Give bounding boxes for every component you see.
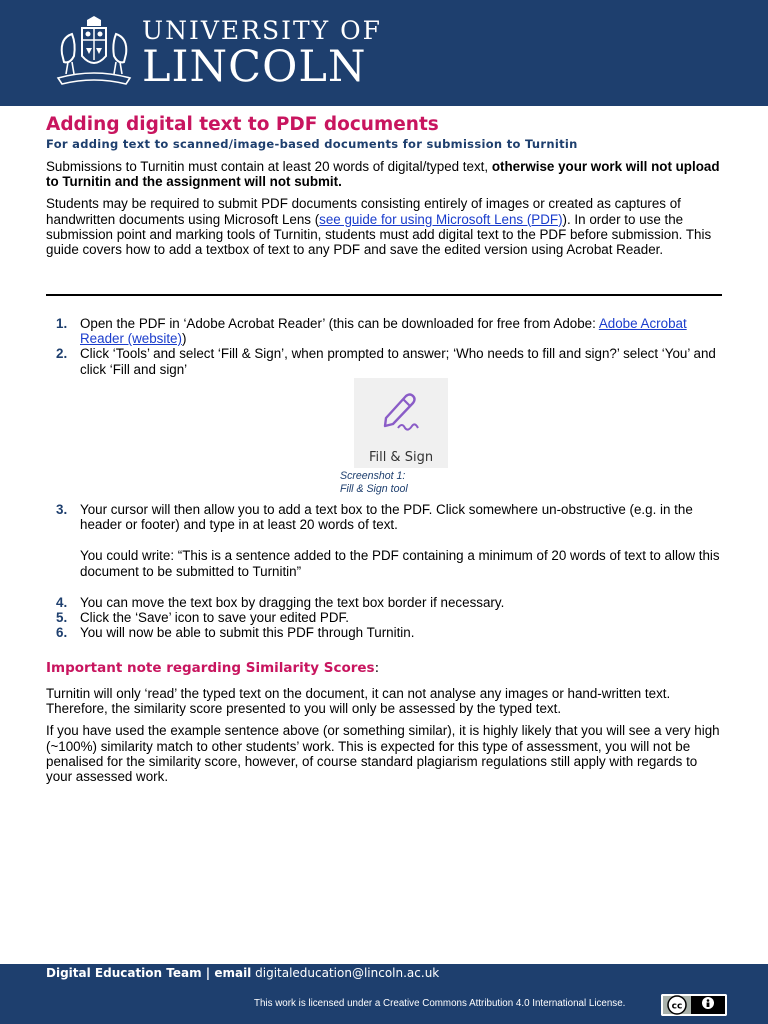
university-crest-icon	[54, 14, 134, 86]
similarity-note-heading	[46, 660, 379, 676]
institution-name-line1: UNIVERSITY OF	[142, 16, 382, 45]
step-number: 6.	[56, 625, 68, 641]
step-number: 2.	[56, 346, 68, 362]
step-6-text: You will now be able to submit this PDF through Turnitin.	[80, 625, 415, 641]
section-divider	[46, 294, 722, 296]
intro-1-text: Submissions to Turnitin must contain at least 20 words of digital/typed text,	[46, 159, 492, 174]
intro-2-text-after: ). In order to use the submission point and marking tools of Turnitin, students must add digital text to the PDF before submission. This guide covers how to add a textbox of text to any PDF and save the edited version using Acrobat Reader.	[46, 211, 712, 258]
screenshot-caption	[340, 470, 460, 496]
similarity-note-body	[46, 686, 722, 791]
step-1-end: )	[181, 331, 187, 347]
caption-line-2: Fill & Sign tool	[340, 483, 408, 495]
fill-and-sign-label: Fill & Sign	[368, 450, 434, 465]
step-3-text: Your cursor will then allow you to add a text box to the PDF. Click somewhere un-obstructive (e.g. in the header or footer) and type in at least 20 words of text.	[80, 502, 693, 533]
step-1	[46, 316, 722, 346]
step-3	[46, 502, 722, 532]
svg-text:cc: cc	[671, 1001, 683, 1012]
fill-and-sign-pen-icon	[376, 388, 422, 432]
fill-and-sign-screenshot	[354, 378, 448, 468]
page-title: Adding digital text to PDF documents	[46, 114, 439, 135]
footer-email: digitaleducation@lincoln.ac.uk	[255, 966, 440, 980]
step-6	[46, 625, 722, 640]
license-text: This work is licensed under a Creative Commons Attribution 4.0 International License.	[254, 998, 626, 1009]
caption-line-1: Screenshot 1:	[340, 470, 406, 482]
footer-team-name: Digital Education Team | email	[46, 966, 252, 980]
adobe-reader-link[interactable]: Adobe Acrobat Reader (website)	[80, 316, 687, 347]
step-2	[46, 346, 722, 376]
steps-list-part3	[46, 595, 722, 641]
step-number: 4.	[56, 595, 68, 610]
step-5-text: Click the ‘Save’ icon to save your edited PDF.	[80, 610, 349, 626]
microsoft-lens-guide-link[interactable]: see guide for using Microsoft Lens (PDF)	[319, 211, 563, 227]
intro-2-text-before: Students may be required to submit PDF documents consisting entirely of images or created as captures of handwritten documents using Microsoft Lens (	[46, 196, 681, 227]
similarity-note-paragraph-2: If you have used the example sentence above (or something similar), it is highly likely that you will see a very high (~100%) similarity match to other students’ work. This is expected for this type of assessment, you will not be penalised for the similarity score, however, of course standard plagiarism regulations still apply with regards to your assessed work.	[46, 723, 720, 785]
footer-contact	[46, 966, 439, 980]
similarity-note-heading-colon: :	[374, 660, 380, 676]
intro-section	[46, 114, 722, 264]
steps-list-part2	[46, 502, 722, 595]
step-2-text: Click ‘Tools’ and select ‘Fill & Sign’, when prompted to answer; ‘Who needs to fill and sign?’ select ‘You’ and click ‘Fill and sign’	[80, 346, 716, 377]
similarity-note-heading-text: Important note regarding Similarity Scores	[46, 660, 375, 676]
page-subtitle: For adding text to scanned/image-based documents for submission to Turnitin	[46, 137, 578, 151]
step-5	[46, 610, 722, 625]
example-sentence: You could write: “This is a sentence added to the PDF containing a minimum of 20 words of text to allow this document to be submitted to Turnitin”	[80, 548, 720, 579]
intro-1-bold-text: otherwise your work will not upload to Turnitin and the assignment will not submit.	[46, 159, 720, 190]
footer-banner	[0, 964, 768, 1024]
step-number: 3.	[56, 502, 68, 517]
step-1-text: Open the PDF in ‘Adobe Acrobat Reader’ (this can be downloaded for free from Adobe:	[80, 316, 599, 331]
institution-name-line2: LINCOLN	[142, 42, 367, 92]
steps-list-part1	[46, 316, 722, 377]
step-4-text: You can move the text box by dragging the text box border if necessary.	[80, 595, 505, 610]
step-4	[46, 595, 722, 610]
header-banner	[0, 0, 768, 106]
creative-commons-by-icon[interactable]	[661, 994, 727, 1016]
intro-paragraph-2	[46, 196, 722, 257]
step-number: 5.	[56, 610, 68, 626]
intro-paragraph-1	[46, 159, 722, 189]
similarity-note-paragraph-1: Turnitin will only ‘read’ the typed text on the document, it can not analyse any images or hand-written text. Therefore, the similarity score presented to you will only be assessed by the typed text.	[46, 686, 671, 717]
step-number: 1.	[56, 316, 68, 331]
